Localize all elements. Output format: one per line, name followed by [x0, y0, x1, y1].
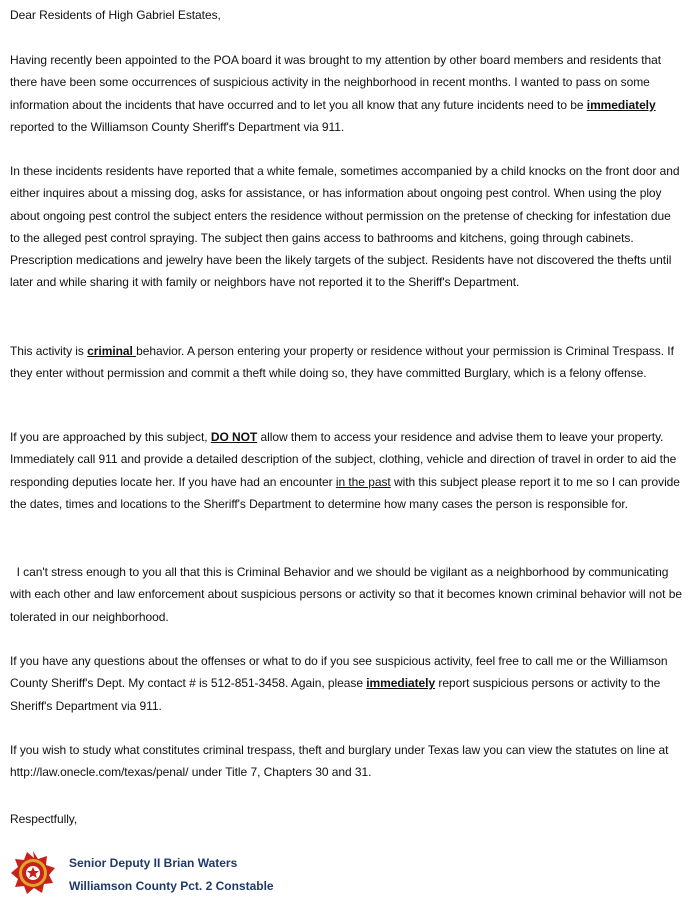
signature-block	[10, 850, 510, 898]
paragraph-criminal-text-a: This activity is	[10, 344, 88, 358]
paragraph-contact-text-a: If you have any questions about the offenses or what to do if you see suspicious activity, feel free to call me or the Williamson County Sheriff's Dept. My contact # is 512-851-3458. Again, please	[10, 654, 668, 691]
paragraph-contact-text-b: report suspicious persons or activity to the Sheriff's Department via 911.	[10, 676, 661, 713]
paragraph-appointment-text-a: Having recently been appointed to the POA board it was brought to my attention by other board members and residents that there have been some occurrences of suspicious activity in the neighborhood in recent months. I wanted to pass on some information about the incidents that have occurred and to let you all know that any future incidents need to be	[10, 53, 662, 112]
salutation: Dear Residents of High Gabriel Estates,	[10, 8, 221, 22]
emphasis-criminal: criminal	[87, 344, 137, 358]
emphasis-immediately: immediately	[586, 97, 656, 112]
signature-title: Williamson County Pct. 2 Constable	[69, 879, 274, 893]
paragraph-if-approached	[10, 426, 682, 515]
paragraph-appointment-text-b: reported to the Williamson County Sheriff's Department via 911.	[10, 119, 345, 134]
paragraph-criminal-text-b: behavior. A person entering your property or residence without your permission is Criminal Trespass. If they enter without permission and commit a theft while doing so, they have committed Burglary, which is a felony offense.	[10, 344, 674, 381]
emphasis-in-the-past: in the past	[335, 474, 391, 489]
constable-badge-icon	[10, 850, 56, 896]
emphasis-do-not: DO NOT	[210, 430, 258, 444]
paragraph-contact	[10, 650, 682, 717]
closing: Respectfully,	[10, 812, 78, 826]
paragraph-vigilance: I can't stress enough to you all that this is Criminal Behavior and we should be vigilant as a neighborhood by communicating with each other and law enforcement about suspicious persons or activity so that it becomes known criminal behavior will not be tolerated in our neighborhood.	[10, 565, 686, 624]
emphasis-immediately-2: immediately	[366, 676, 436, 691]
paragraph-incidents: In these incidents residents have reported that a white female, sometimes accompanied by a child knocks on the front door and either inquires about a missing dog, asks for assistance, or has information about ongoing pest control. When using the ploy about ongoing pest control the subject enters the residence without permission on the pretense of checking for infestation due to the alleged pest control spraying. The subject then gains access to bathrooms and kitchens, going through cabinets. Prescription medications and jewelry have been the likely targets of the subject. Residents have not discovered the thefts until later and while sharing it with family or neighbors have not reported it to the Sheriff's Department.	[10, 164, 680, 290]
paragraph-criminal-behavior	[10, 340, 682, 385]
paragraph-approached-text-b: allow them to access your residence and advise them to leave your property. Immediately call 911 and provide a detailed description of the subject, clothing, vehicle and direction of travel in order to aid the responding deputies locate her. If you have had an encounter	[10, 430, 677, 489]
paragraph-statutes: If you wish to study what constitutes criminal trespass, theft and burglary under Texas law you can view the statutes on line at http://law.onecle.com/texas/penal/ under Title 7, Chapters 30 and 31.	[10, 743, 669, 780]
signature-name: Senior Deputy II Brian Waters	[69, 856, 238, 870]
paragraph-approached-text-a: If you are approached by this subject,	[10, 430, 211, 444]
paragraph-appointment	[10, 49, 682, 138]
paragraph-approached-text-c: with this subject please report it to me so I can provide the dates, times and locations to the Sheriff's Department to determine how many cases the person is responsible for.	[10, 474, 680, 511]
